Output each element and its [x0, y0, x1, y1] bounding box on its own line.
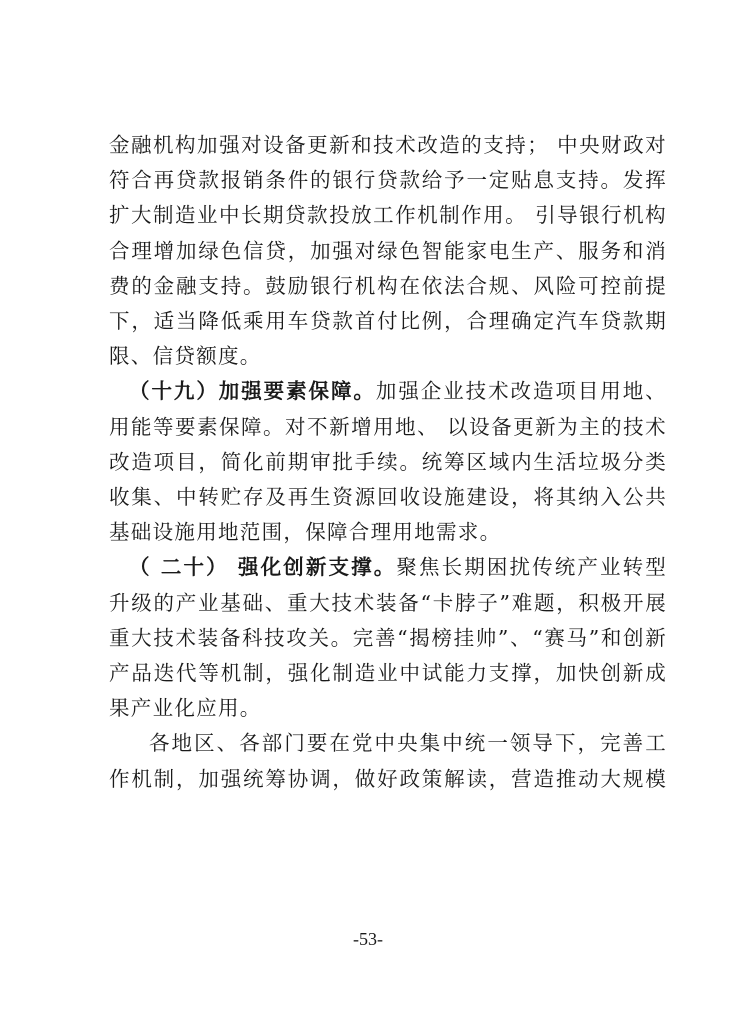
text-line: 下，适当降低乘用车贷款首付比例，合理确定汽车贷款期 [109, 309, 667, 334]
text-line: 扩大制造业中长期贷款投放工作机制作用。 引导银行机构 [109, 203, 667, 228]
text-line: 符合再贷款报销条件的银行贷款给予一定贴息支持。发挥 [109, 168, 667, 193]
text-line: 收集、中转贮存及再生资源回收设施建设，将其纳入公共 [109, 485, 667, 510]
paragraph-factor-guarantee [109, 374, 667, 550]
paragraph-innovation-support [109, 550, 667, 726]
text-line: 各地区、各部门要在党中央集中统一领导下，完善工 [149, 731, 667, 756]
text-line: 重大技术装备科技攻关。完善“揭榜挂帅”、“赛马”和创新 [109, 625, 667, 650]
text-line: 合理增加绿色信贷，加强对绿色智能家电生产、服务和消 [109, 238, 667, 263]
page-number: -53- [353, 929, 383, 949]
text-line: 产品迭代等机制，强化制造业中试能力支撑，加快创新成 [109, 661, 667, 686]
text-line: 金融机构加强对设备更新和技术改造的支持； 中央财政对 [109, 133, 667, 157]
text-line: 果产业化应用。 [109, 696, 262, 721]
section-heading: （ 二十） 强化创新支撑。 [129, 555, 397, 580]
text-line: 基础设施用地范围，保障合理用地需求。 [109, 520, 502, 545]
text-line: 费的金融支持。鼓励银行机构在依法合规、风险可控前提 [109, 273, 667, 298]
section-heading: （十九）加强要素保障。 [129, 379, 376, 404]
paragraph-financial-support [109, 128, 667, 374]
text-line [109, 374, 667, 409]
text-line: 改造项目，简化前期审批手续。统筹区域内生活垃圾分类 [109, 449, 667, 474]
document-body [109, 128, 667, 797]
paragraph-closing [109, 726, 667, 796]
text-line: 作机制，加强统筹协调，做好政策解读，营造推动大规模 [109, 766, 667, 791]
text-line [109, 550, 667, 585]
text-line: 用能等要素保障。对不新增用地、 以设备更新为主的技术 [109, 414, 667, 439]
text-line: 限、信贷额度。 [109, 344, 262, 369]
text-line: 升级的产业基础、重大技术装备“卡脖子”难题，积极开展 [109, 590, 667, 615]
text-segment: 加强企业技术改造项目用地、 [375, 379, 667, 404]
text-segment: 聚焦长期困扰传统产业转型 [396, 555, 667, 580]
